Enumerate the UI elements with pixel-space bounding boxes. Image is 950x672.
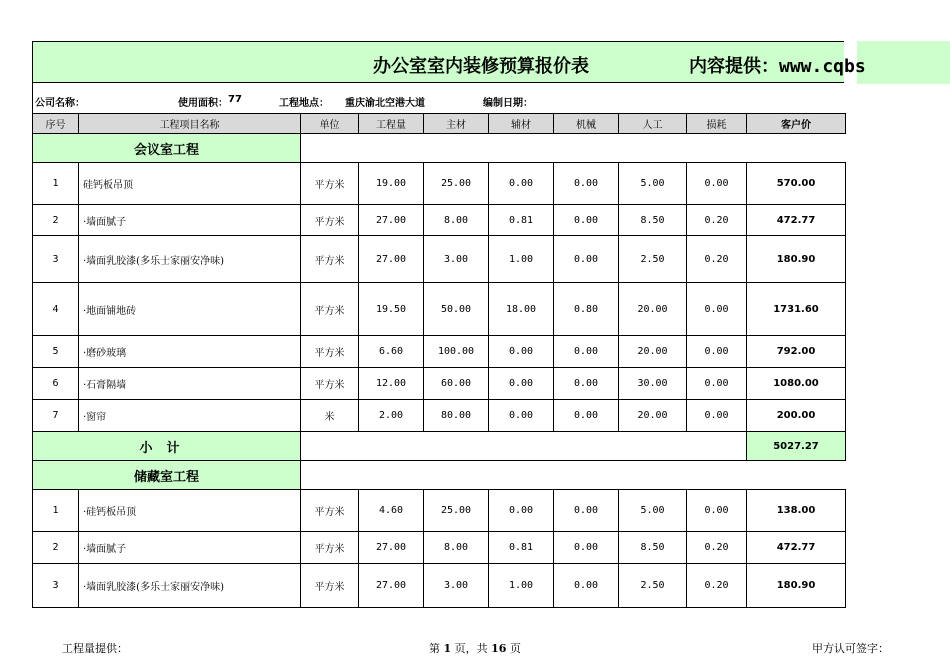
cell-name: ·磨砂玻璃 [79,336,301,368]
cell-labor: 8.50 [619,205,687,236]
table-row [33,564,846,608]
budget-table [32,113,846,608]
cell-main: 100.00 [424,336,489,368]
col-header-mech: 机械 [554,114,619,134]
subtotal-value: 5027.27 [747,432,846,461]
cell-mech: 0.00 [554,532,619,564]
cell-main: 8.00 [424,205,489,236]
cell-loss: 0.20 [687,564,747,608]
cell-qty: 19.50 [359,283,424,336]
cell-no: 1 [33,490,79,532]
col-header-loss: 损耗 [687,114,747,134]
table-row [33,283,846,336]
section-blank [301,134,846,163]
cell-name: ·墙面腻子 [79,205,301,236]
cell-mech: 0.00 [554,564,619,608]
cell-unit: 平方米 [301,283,359,336]
footer-page [429,640,521,656]
footer-left: 工程量提供： [62,642,128,655]
cell-loss: 0.20 [687,236,747,283]
cell-unit: 平方米 [301,564,359,608]
cell-qty: 4.60 [359,490,424,532]
cell-price: 180.90 [747,564,846,608]
table-row [33,490,846,532]
cell-price: 792.00 [747,336,846,368]
header-row [33,114,846,134]
cell-qty: 27.00 [359,532,424,564]
subtotal-row [33,432,846,461]
cell-no: 6 [33,368,79,400]
cell-unit: 平方米 [301,368,359,400]
cell-aux: 0.00 [489,400,554,432]
cell-loss: 0.20 [687,532,747,564]
cell-labor: 30.00 [619,368,687,400]
cell-mech: 0.00 [554,368,619,400]
table-row [33,336,846,368]
cell-aux: 18.00 [489,283,554,336]
section-row [33,134,846,163]
cell-aux: 0.00 [489,490,554,532]
col-header-labor: 人工 [619,114,687,134]
cell-price: 138.00 [747,490,846,532]
section-title: 储藏室工程 [33,461,301,490]
section-row [33,461,846,490]
info-row [32,83,844,113]
cell-aux: 0.00 [489,336,554,368]
cell-loss: 0.00 [687,368,747,400]
cell-unit: 平方米 [301,490,359,532]
table-row [33,400,846,432]
table-row [33,236,846,283]
subtotal-blank [301,432,747,461]
cell-aux: 0.81 [489,205,554,236]
cell-qty: 6.60 [359,336,424,368]
cell-labor: 5.00 [619,163,687,205]
cell-no: 5 [33,336,79,368]
cell-mech: 0.00 [554,205,619,236]
page-total: 16 [491,642,507,655]
date-label: 编制日期： [483,98,533,109]
cell-loss: 0.00 [687,336,747,368]
col-header-price: 客户价 [747,114,846,134]
cell-name: ·墙面乳胶漆(多乐士家丽安净味) [79,236,301,283]
cell-qty: 27.00 [359,564,424,608]
provider-url: www.cqbs [779,56,866,77]
cell-labor: 5.00 [619,490,687,532]
cell-unit: 平方米 [301,163,359,205]
cell-price: 200.00 [747,400,846,432]
cell-labor: 20.00 [619,400,687,432]
cell-name: ·墙面腻子 [79,532,301,564]
area-label: 使用面积： [178,98,228,109]
section-title: 会议室工程 [33,134,301,163]
cell-price: 1731.60 [747,283,846,336]
cell-price: 180.90 [747,236,846,283]
cell-aux: 1.00 [489,236,554,283]
cell-unit: 米 [301,400,359,432]
cell-no: 2 [33,532,79,564]
cell-unit: 平方米 [301,532,359,564]
cell-qty: 2.00 [359,400,424,432]
cell-qty: 19.00 [359,163,424,205]
cell-aux: 0.00 [489,368,554,400]
page-mid: 页，共 [451,642,492,655]
col-header-main: 主材 [424,114,489,134]
col-header-unit: 单位 [301,114,359,134]
footer-right: 甲方认可签字： [812,642,889,655]
cell-price: 1080.00 [747,368,846,400]
cell-labor: 20.00 [619,336,687,368]
col-header-no: 序号 [33,114,79,134]
content-provider [689,52,866,78]
site-label: 工程地点： [279,98,329,109]
cell-name: ·石膏隔墙 [79,368,301,400]
cell-main: 8.00 [424,532,489,564]
site-value: 重庆渝北空港大道 [345,98,425,109]
cell-mech: 0.80 [554,283,619,336]
cell-mech: 0.00 [554,400,619,432]
cell-main: 50.00 [424,283,489,336]
cell-main: 3.00 [424,564,489,608]
page-title: 办公室室内装修预算报价表 [373,56,589,77]
cell-mech: 0.00 [554,336,619,368]
subtotal-label: 小计 [33,432,301,461]
cell-loss: 0.00 [687,400,747,432]
company-label: 公司名称： [35,98,85,109]
cell-name: ·硅钙板吊顶 [79,490,301,532]
cell-aux: 0.81 [489,532,554,564]
cell-price: 472.77 [747,205,846,236]
cell-labor: 2.50 [619,236,687,283]
section-blank [301,461,846,490]
cell-main: 60.00 [424,368,489,400]
cell-main: 25.00 [424,163,489,205]
cell-main: 25.00 [424,490,489,532]
cell-no: 4 [33,283,79,336]
col-header-aux: 辅材 [489,114,554,134]
cell-unit: 平方米 [301,205,359,236]
title-band-overflow [857,41,950,84]
cell-no: 1 [33,163,79,205]
cell-no: 7 [33,400,79,432]
budget-sheet [32,41,866,608]
cell-name: 硅钙板吊顶 [79,163,301,205]
table-row [33,205,846,236]
cell-name: ·墙面乳胶漆(多乐士家丽安净味) [79,564,301,608]
cell-aux: 1.00 [489,564,554,608]
cell-qty: 27.00 [359,205,424,236]
title-row [32,41,866,83]
col-header-name: 工程项目名称 [79,114,301,134]
table-row [33,163,846,205]
cell-unit: 平方米 [301,336,359,368]
cell-main: 3.00 [424,236,489,283]
cell-qty: 27.00 [359,236,424,283]
cell-main: 80.00 [424,400,489,432]
cell-loss: 0.20 [687,205,747,236]
cell-mech: 0.00 [554,490,619,532]
cell-loss: 0.00 [687,283,747,336]
page-suffix: 页 [506,642,521,655]
cell-loss: 0.00 [687,490,747,532]
table-row [33,368,846,400]
page-number: 1 [443,642,452,655]
cell-labor: 8.50 [619,532,687,564]
col-header-qty: 工程量 [359,114,424,134]
cell-no: 2 [33,205,79,236]
cell-labor: 20.00 [619,283,687,336]
cell-qty: 12.00 [359,368,424,400]
cell-mech: 0.00 [554,163,619,205]
cell-name: ·窗帘 [79,400,301,432]
area-value: 77 [228,94,242,105]
cell-name: ·地面铺地砖 [79,283,301,336]
cell-loss: 0.00 [687,163,747,205]
provider-label: 内容提供： [689,56,779,77]
page-prefix: 第 [429,642,444,655]
title-clip [33,42,866,84]
cell-no: 3 [33,564,79,608]
table-row [33,532,846,564]
cell-unit: 平方米 [301,236,359,283]
cell-price: 472.77 [747,532,846,564]
cell-price: 570.00 [747,163,846,205]
cell-labor: 2.50 [619,564,687,608]
cell-no: 3 [33,236,79,283]
cell-mech: 0.00 [554,236,619,283]
cell-aux: 0.00 [489,163,554,205]
